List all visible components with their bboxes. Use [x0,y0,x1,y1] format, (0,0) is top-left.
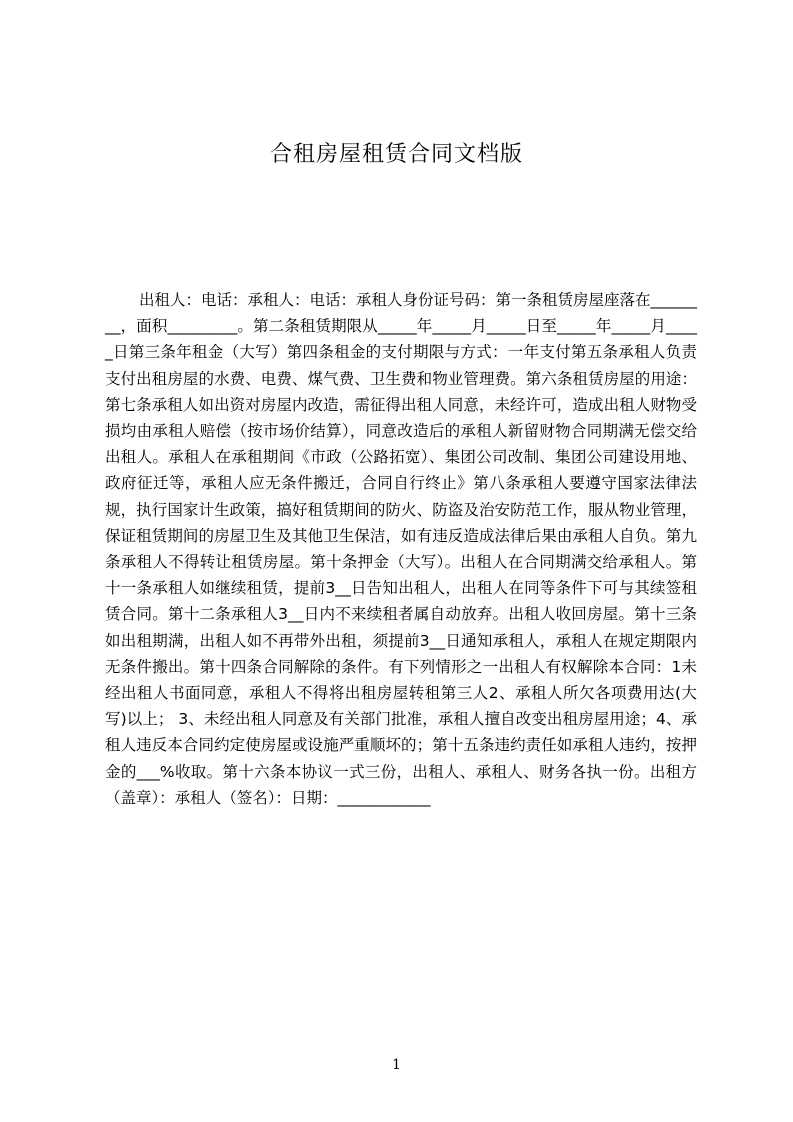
document-title: 合租房屋租赁合同文档版 [269,142,523,167]
contract-body-text: 出租人：电话：承租人：电话：承租人身份证号码：第一条租赁房屋座落在________，面积_________。第二条租赁期限从_____年_____月_____日至_____年_____月_____日第三条年租金（大写）第四条租金的支付期限与方式：一年支付第五条承租人负责支付出租房屋的水费、电费、煤气费、卫生费和物业管理费。第六条租赁房屋的用途：第七条承租人如出资对房屋内改造，需征得出租人同意，未经许可，造成出租人财物受损均由承租人赔偿（按市场价结算），同意改造后的承租人新留财物合同期满无偿交给出租人。承租人在承租期间《市政（公路拓宽）、集团公司改制、集团公司建设用地、政府征迁等，承租人应无条件搬迁，合同自行终止》第八条承租人要遵守国家法律法规，执行国家计生政策，搞好租赁期间的防火、防盗及治安防范工作，服从物业管理，保证租赁期间的房屋卫生及其他卫生保洁，如有违反造成法律后果由承租人自负。第九条承租人不得转让租赁房屋。第十条押金（大写）。出租人在合同期满交给承租人。第十一条承租人如继续租赁，提前3__日告知出租人，出租人在同等条件下可与其续签租赁合同。第十二条承租人3__日内不来续租者属自动放弃。出租人收回房屋。第十三条如出租期满，出租人如不再带外出租，须提前3__日通知承租人，承租人在规定期限内无条件搬出。第十四条合同解除的条件。有下列情形之一出租人有权解除本合同：1未经出租人书面同意，承租人不得将出租房屋转租第三人2、承租人所欠各项费用达(大写)以上； 3、未经出租人同意及有关部门批准，承租人擅自改变出租房屋用途；4、承租人违反本合同约定使房屋或设施严重顺坏的；第十五条违约责任如承租人违约，按押金的___%收取。第十六条本协议一式三份，出租人、承租人、财务各执一份。出租方（盖章）：承租人（签名）：日期：____________ [105,291,698,807]
page-number: 1 [392,1057,401,1073]
